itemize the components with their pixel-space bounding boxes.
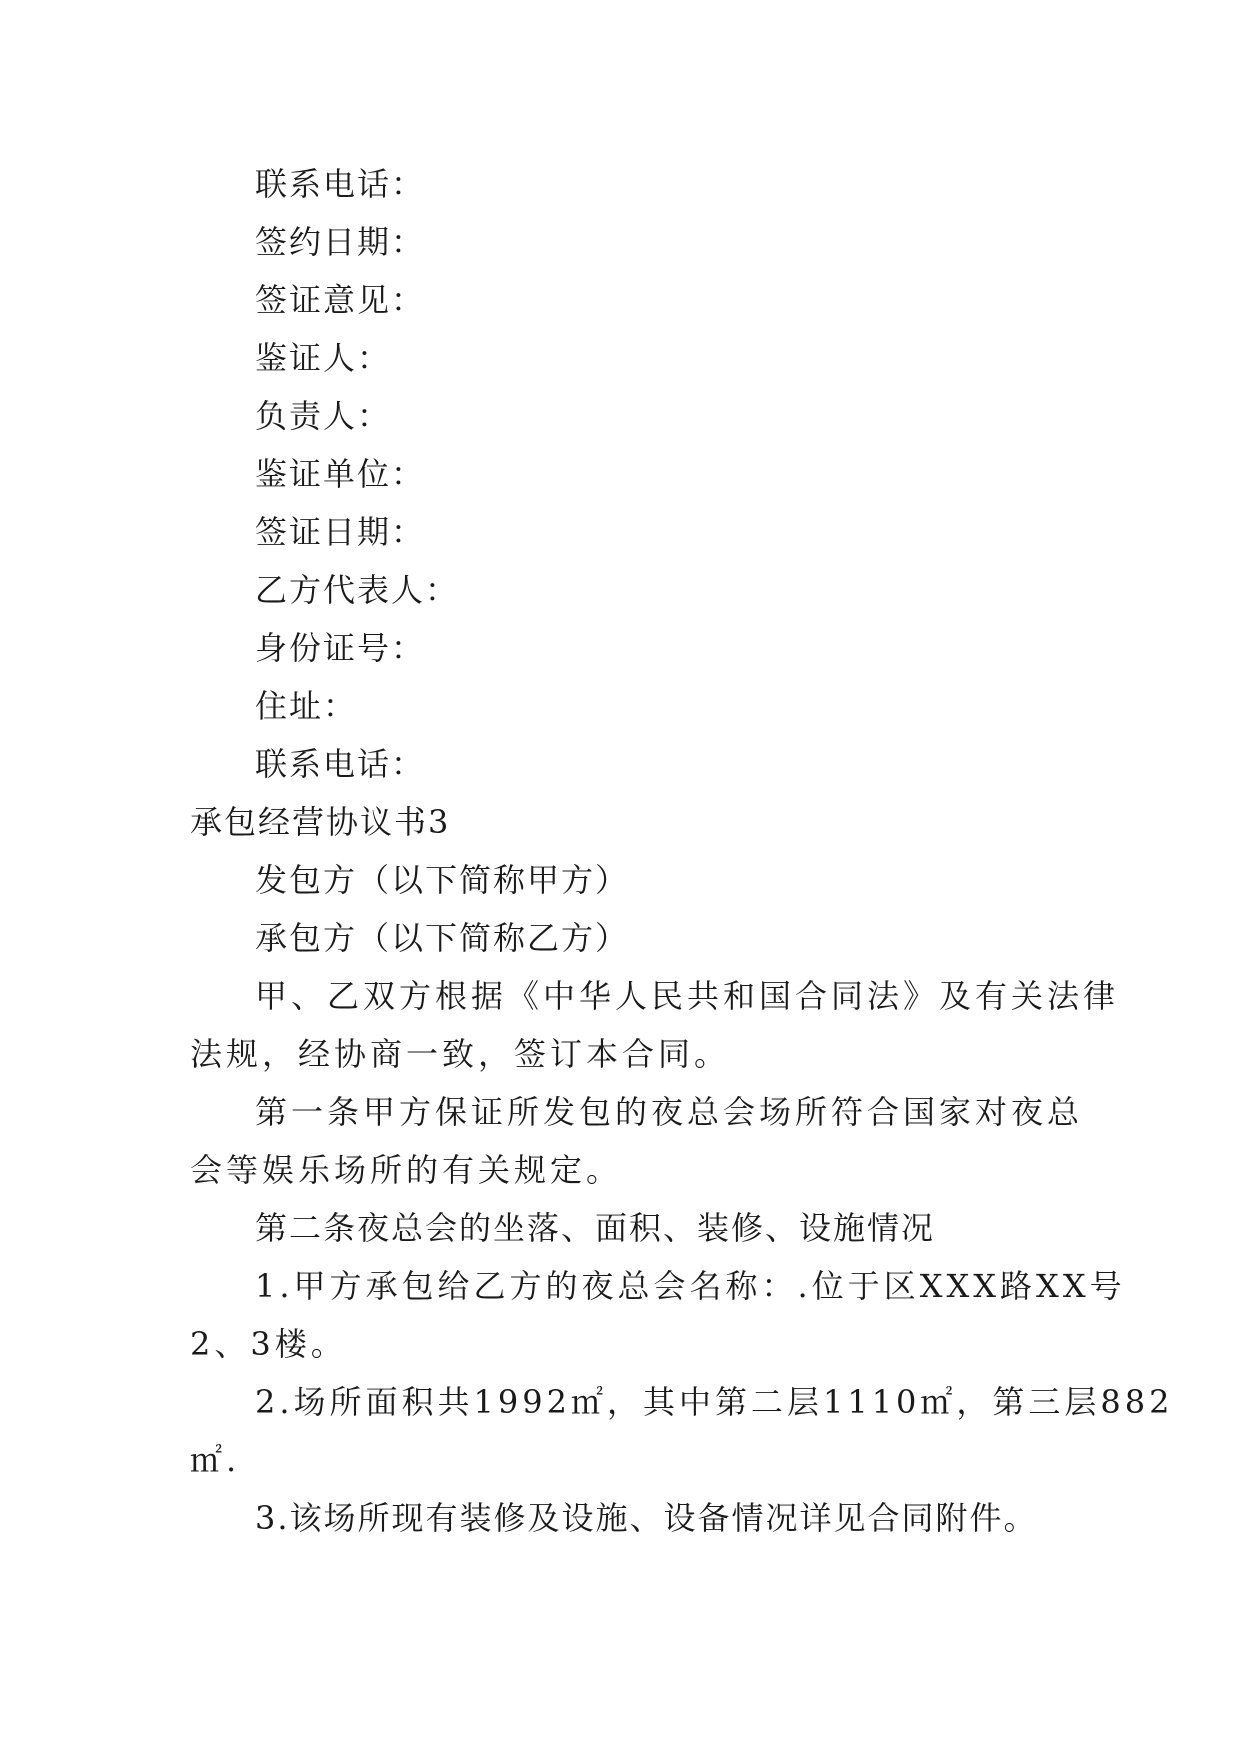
section-title: 承包经营协议书3 bbox=[190, 803, 451, 841]
intro-line-2: 法规，经协商一致，签订本合同。 bbox=[190, 1035, 731, 1073]
article1-line-2: 会等娱乐场所的有关规定。 bbox=[190, 1151, 623, 1189]
article1-line-1: 第一条甲方保证所发包的夜总会场所符合国家对夜总 bbox=[255, 1093, 1084, 1131]
field-person-in-charge: 负责人： bbox=[255, 397, 392, 435]
field-witness: 鉴证人： bbox=[255, 339, 392, 377]
document-body bbox=[190, 155, 1174, 1547]
article2-item1-line-2: 2、3楼。 bbox=[190, 1325, 347, 1363]
field-witness-unit: 鉴证单位： bbox=[255, 455, 426, 493]
article2-item3: 3.该场所现有装修及设施、设备情况详见合同附件。 bbox=[255, 1499, 1038, 1537]
party-b-line: 承包方（以下简称乙方） bbox=[255, 919, 630, 957]
field-visa-opinion: 签证意见： bbox=[255, 281, 426, 319]
field-signing-date: 签约日期： bbox=[255, 223, 426, 261]
intro-line-1: 甲、乙双方根据《中华人民共和国合同法》及有关法律 bbox=[255, 977, 1120, 1015]
article2-heading: 第二条夜总会的坐落、面积、装修、设施情况 bbox=[255, 1209, 936, 1247]
field-party-b-representative: 乙方代表人： bbox=[255, 571, 460, 609]
field-id-number: 身份证号： bbox=[255, 629, 426, 667]
field-contact-phone-2: 联系电话： bbox=[255, 745, 426, 783]
field-contact-phone: 联系电话： bbox=[255, 165, 426, 203]
field-visa-date: 签证日期： bbox=[255, 513, 426, 551]
article2-item1-line-1: 1.甲方承包给乙方的夜总会名称：.位于区XXX路XX号 bbox=[255, 1267, 1126, 1305]
field-address: 住址： bbox=[255, 687, 358, 725]
article2-item2-line-2: ㎡. bbox=[190, 1441, 241, 1479]
party-a-line: 发包方（以下简称甲方） bbox=[255, 861, 630, 899]
article2-item2-line-1: 2.场所面积共1992㎡，其中第二层1110㎡，第三层882 bbox=[255, 1383, 1174, 1421]
